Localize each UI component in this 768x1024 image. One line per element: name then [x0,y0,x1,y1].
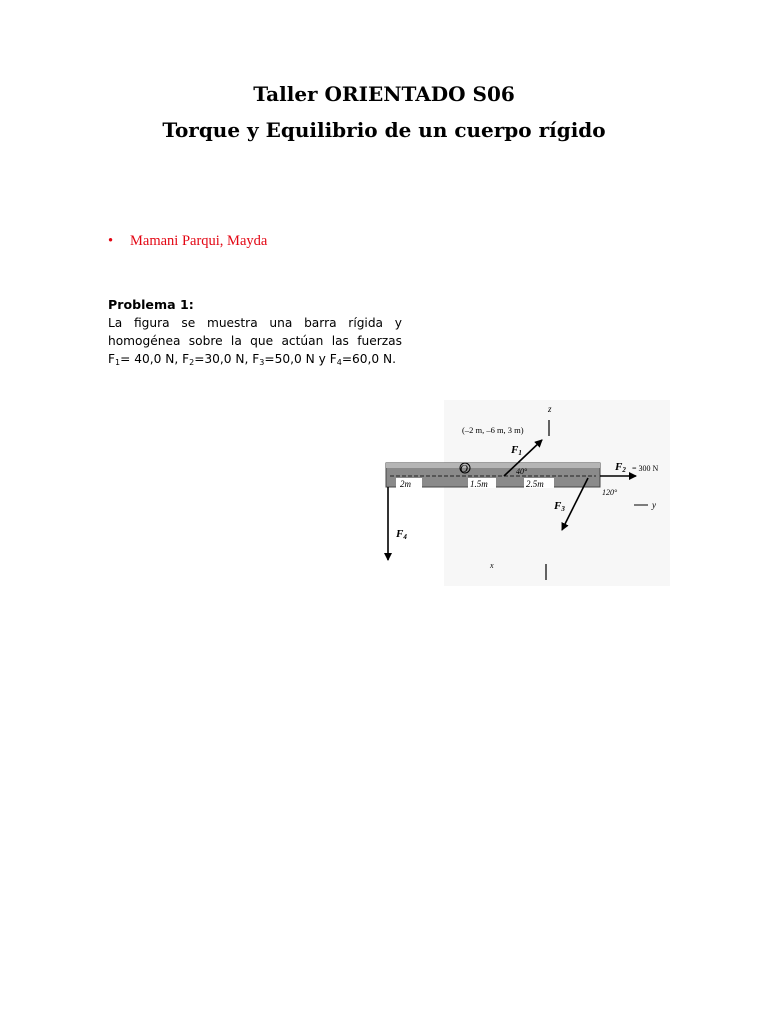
problem-title: Problema 1: [108,297,194,312]
force-value: =60,0 N. [341,352,397,366]
author-name: Mamani Parqui, Mayda [130,233,268,249]
force-symbol: F [252,352,260,366]
f1-label: F1 [511,444,522,457]
bullet-icon: • [108,233,114,249]
bar-force-diagram [378,396,672,588]
force-symbol: F [182,352,190,366]
problem-forces-line [108,350,402,372]
title-line-1: Taller ORIENTADO S06 [253,82,515,106]
y-axis-label: y [652,500,656,510]
x-axis-label: x [490,561,494,570]
author-list-item [108,233,267,250]
force-value: =50,0 N y [264,352,330,366]
f2-value-label: = 300 N [632,464,659,473]
force-value: =30,0 N, [194,352,253,366]
force-subscript: 2 [189,358,195,367]
distance-label: 2m [400,479,411,489]
force-subscript: 4 [336,358,342,367]
title-line-2: Torque y Equilibrio de un cuerpo rígido [162,118,606,142]
f2-label: F2 [615,461,626,474]
problem-line-1: La figura se muestra una barra rígida y [108,316,402,330]
f3-label: F3 [554,500,565,513]
bar-highlight [386,463,600,468]
origin-label: O [460,463,468,475]
distance-label: 2.5m [526,479,544,489]
point-coordinates: (–2 m, –6 m, 3 m) [462,425,524,435]
force-symbol: F [108,352,116,366]
force-symbol: F [329,352,337,366]
f4-label: F4 [396,528,407,541]
force-subscript: 1 [115,358,121,367]
z-axis-label: z [548,404,552,414]
problem-statement [108,296,402,372]
problem-line-2: homogénea sobre la que actúan las fuerzas [108,334,402,348]
f1-angle-label: 40° [516,467,528,476]
force-subscript: 3 [259,358,265,367]
distance-label: 1.5m [470,479,488,489]
f3-angle-label: 120° [602,488,618,497]
force-value: = 40,0 N, [120,352,183,366]
